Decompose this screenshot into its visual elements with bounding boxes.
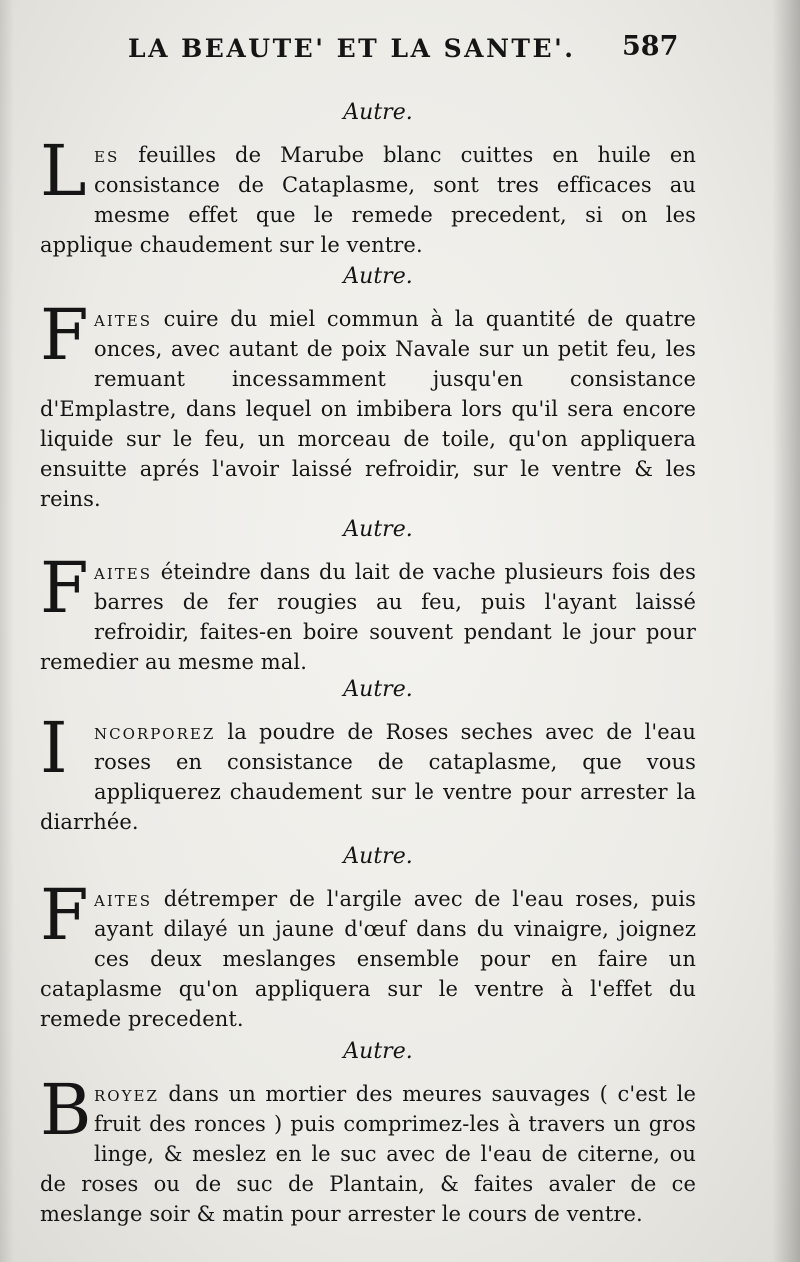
drop-cap: B bbox=[40, 1069, 92, 1151]
lead-word: ncorporez bbox=[94, 720, 216, 744]
remedy-section-5 bbox=[40, 842, 696, 1034]
page-number: 587 bbox=[622, 31, 679, 62]
lead-word: royez bbox=[94, 1082, 159, 1106]
remedy-section-6 bbox=[40, 1037, 696, 1229]
drop-cap: F bbox=[40, 294, 89, 376]
paragraph-text: détremper de l'argile avec de l'eau roses, puis ayant dilayé un jaune d'œuf dans du vinaigre, joignez ces deux meslanges ensemble pour en faire un cataplasme qu'on appliquera sur le ventre à l'effet du remede precedent. bbox=[40, 887, 696, 1031]
paragraph-text: la poudre de Roses seches avec de l'eau roses en consistance de cataplasme, que vous appliquerez chaudement sur le ventre pour arrester la diarrhée. bbox=[40, 720, 696, 834]
running-head: LA BEAUTE' ET LA SANTE'. bbox=[128, 34, 576, 63]
drop-cap: F bbox=[40, 547, 89, 629]
section-heading: Autre. bbox=[343, 677, 413, 702]
remedy-section-4 bbox=[40, 675, 696, 837]
paragraph-text: éteindre dans du lait de vache plusieurs fois des barres de fer rougies au feu, puis l'ayant laissé refroidir, faites-en boire souvent pendant le jour pour remedier au mesme mal. bbox=[40, 560, 696, 674]
page-edge-shadow-right bbox=[772, 0, 800, 1262]
section-heading: Autre. bbox=[343, 517, 413, 542]
section-heading: Autre. bbox=[343, 1039, 413, 1064]
remedy-section-1 bbox=[40, 98, 696, 260]
remedy-section-2 bbox=[40, 262, 696, 514]
section-heading: Autre. bbox=[343, 264, 413, 289]
page-edge-shadow-left bbox=[0, 0, 14, 1262]
remedy-paragraph bbox=[40, 874, 696, 1034]
remedy-paragraph bbox=[40, 707, 696, 837]
paragraph-text: dans un mortier des meures sauvages ( c'est le fruit des ronces ) puis comprimez-les à travers un gros linge, & meslez en le suc avec de l'eau de citerne, ou de roses ou de suc de Plantain, & faites avaler de ce meslange soir & matin pour arrester le cours de ventre. bbox=[40, 1082, 696, 1226]
lead-word: es bbox=[94, 143, 120, 167]
paragraph-text: cuire du miel commun à la quantité de quatre onces, avec autant de poix Navale sur un petit feu, les remuant incessamment jusqu'en consistance d'Emplastre, dans lequel on imbibera lors qu'il sera encore liquide sur le feu, un morceau de toile, qu'on appliquera ensuitte aprés l'avoir laissé refroidir, sur le ventre & les reins. bbox=[40, 307, 696, 511]
drop-cap: F bbox=[40, 874, 89, 956]
paragraph-text: feuilles de Marube blanc cuittes en huile en consistance de Cataplasme, sont tres efficaces au mesme effet que le remede precedent, si on les applique chaudement sur le ventre. bbox=[40, 143, 696, 257]
lead-word: aites bbox=[94, 887, 152, 911]
drop-cap: I bbox=[40, 707, 68, 789]
lead-word: aites bbox=[94, 307, 152, 331]
page-header bbox=[0, 31, 800, 74]
section-heading: Autre. bbox=[343, 844, 413, 869]
lead-word: aites bbox=[94, 560, 152, 584]
remedy-paragraph bbox=[40, 130, 696, 260]
remedy-paragraph bbox=[40, 547, 696, 677]
section-heading: Autre. bbox=[343, 100, 413, 125]
remedy-section-3 bbox=[40, 515, 696, 677]
drop-cap: L bbox=[40, 130, 87, 212]
remedy-paragraph bbox=[40, 1069, 696, 1229]
remedy-paragraph bbox=[40, 294, 696, 514]
